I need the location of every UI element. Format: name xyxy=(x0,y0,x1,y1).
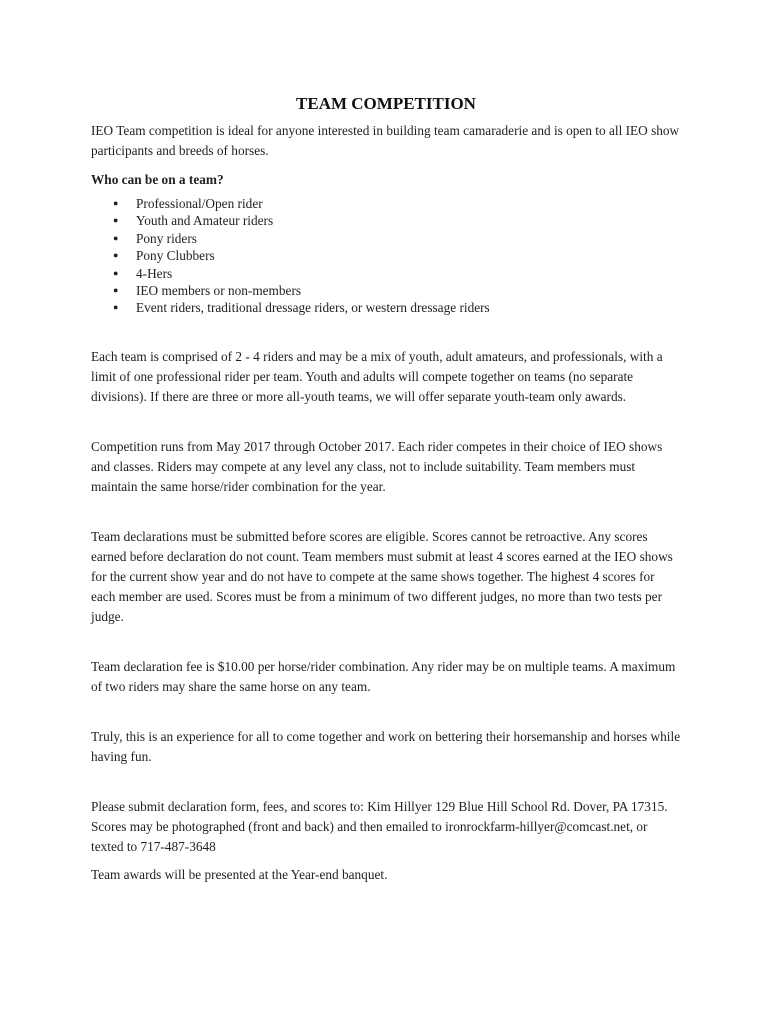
bullet-icon: ● xyxy=(113,198,119,208)
bullet-icon: ● xyxy=(113,267,119,278)
team-composition-paragraph: Each team is comprised of 2 - 4 riders and may be a mix of youth, adult amateurs, and professionals, with a limit of one professional rider per team. Youth and adults will compete together on teams (no separate divisions). If there are three or more all-youth teams, we will offer separate youth-team only awards. xyxy=(91,348,663,404)
bullet-icon: ● xyxy=(113,302,119,313)
bullet-icon: ● xyxy=(113,232,119,243)
bullet-icon: ● xyxy=(113,285,119,296)
list-item-text: IEO members or non-members xyxy=(136,283,302,299)
list-item xyxy=(91,265,681,282)
list-item-text: Pony Clubbers xyxy=(136,248,215,264)
declarations-paragraph: Team declarations must be submitted before scores are eligible. Scores cannot be retroactive. Any scores earned before declaration do not count. Team members must submit at least 4 scores earned at the IEO shows for the current show year and do not have to compete at the same shows together. The highest 4 scores for each member are used. Scores must be from a minimum of two different judges, no more than two tests per judge. xyxy=(91,528,673,624)
competition-period-paragraph: Competition runs from May 2017 through October 2017. Each rider competes in their choice of IEO shows and classes. Riders may compete at any level any class, not to include suitability. Team members must maintain the same horse/rider combination for the year. xyxy=(91,438,663,494)
experience-paragraph: Truly, this is an experience for all to come together and work on bettering their horsemanship and horses while having fun. xyxy=(91,728,681,764)
document-content xyxy=(91,92,681,885)
list-item-text: 4-Hers xyxy=(136,265,173,281)
submission-paragraph: Please submit declaration form, fees, and scores to: Kim Hillyer 129 Blue Hill School Rd. Dover, PA 17315. Scores may be photographed (front and back) and then emailed to ironrockfarm-hillyer@comcast.net, or texted to 717-487-3648 xyxy=(91,798,668,854)
list-item-text: Event riders, traditional dressage riders, or western dressage riders xyxy=(136,300,490,316)
list-item-text: Professional/Open rider xyxy=(136,196,263,211)
list-item-text: Pony riders xyxy=(136,230,197,246)
intro-paragraph: IEO Team competition is ideal for anyone interested in building team camaraderie and is open to all IEO show participants and breeds of horses. xyxy=(91,123,680,158)
list-item xyxy=(91,299,681,316)
bullet-icon: ● xyxy=(113,250,119,261)
who-heading: Who can be on a team? xyxy=(91,172,224,187)
list-item xyxy=(91,282,681,299)
awards-paragraph: Team awards will be presented at the Year-end banquet. xyxy=(91,866,388,882)
list-item-text: Youth and Amateur riders xyxy=(136,213,274,229)
list-item xyxy=(91,212,681,229)
eligible-riders-list xyxy=(91,195,681,317)
list-item xyxy=(91,247,681,264)
page-title: TEAM COMPETITION xyxy=(296,94,476,113)
fee-paragraph: Team declaration fee is $10.00 per horse/rider combination. Any rider may be on multiple teams. A maximum of two riders may share the same horse on any team. xyxy=(91,658,676,694)
list-item xyxy=(91,195,681,212)
bullet-icon: ● xyxy=(113,215,119,226)
list-item xyxy=(91,230,681,247)
